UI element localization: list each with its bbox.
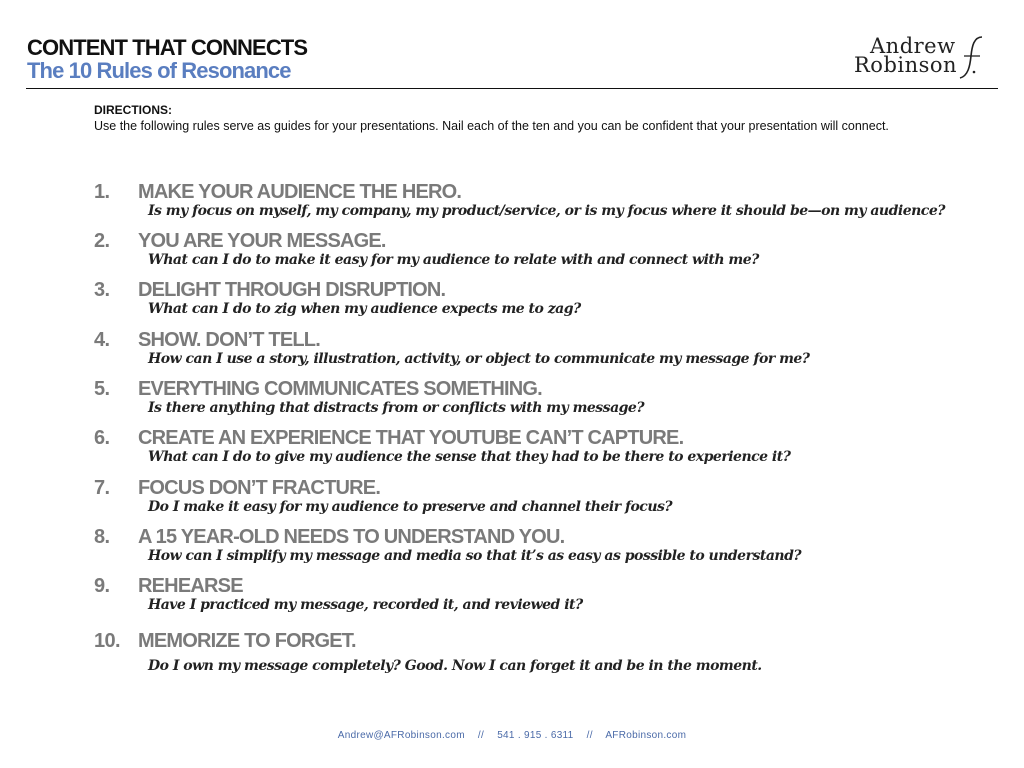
rule-heading: YOU ARE YOUR MESSAGE. — [138, 230, 386, 252]
rule-heading: FOCUS DON’T FRACTURE. — [138, 477, 381, 499]
rule-heading: A 15 YEAR-OLD NEEDS TO UNDERSTAND YOU. — [138, 526, 565, 548]
rule-number: 9. — [94, 575, 110, 597]
rule-question: What can I do to make it easy for my audience to relate with and connect with me? — [148, 252, 759, 268]
rule-question: How can I use a story, illustration, activity, or object to communicate my message for me? — [148, 351, 810, 367]
logo-line-1: Andrew — [870, 34, 956, 58]
rule-number: 7. — [94, 477, 110, 499]
rule-number: 10. — [94, 630, 121, 652]
page-subtitle: The 10 Rules of Resonance — [27, 58, 291, 83]
rule-question: What can I do to give my audience the sense that they had to be there to experience it? — [148, 449, 791, 465]
logo-line-2: Robinson — [854, 53, 958, 77]
page-title: CONTENT THAT CONNECTS — [27, 35, 308, 60]
rule-number: 1. — [94, 181, 110, 203]
rule-heading: MEMORIZE TO FORGET. — [138, 630, 356, 652]
rule-number: 2. — [94, 230, 110, 252]
andrew-robinson-logo — [854, 34, 994, 80]
rule-question: Is my focus on myself, my company, my product/service, or is my focus where it should be—on my audience? — [148, 203, 945, 219]
footer-separator: // — [477, 730, 485, 741]
rule-question: What can I do to zig when my audience expects me to zag? — [148, 301, 581, 317]
rule-question: Is there anything that distracts from or conflicts with my message? — [148, 400, 645, 416]
rule-heading: REHEARSE — [138, 575, 243, 597]
footer-website-link[interactable]: AFRobinson.com — [605, 730, 687, 741]
rule-heading: EVERYTHING COMMUNICATES SOMETHING. — [138, 378, 542, 400]
rule-number: 3. — [94, 279, 110, 301]
footer-contact — [0, 730, 1024, 741]
directions-block — [94, 102, 934, 134]
rule-heading: MAKE YOUR AUDIENCE THE HERO. — [138, 181, 462, 203]
rule-number: 5. — [94, 378, 110, 400]
footer-separator: // — [586, 730, 593, 741]
rule-heading: DELIGHT THROUGH DISRUPTION. — [138, 279, 446, 301]
footer-email-link[interactable]: Andrew@AFRobinson.com — [337, 730, 465, 741]
rule-number: 4. — [94, 329, 110, 351]
rule-number: 6. — [94, 427, 110, 449]
rule-heading: SHOW. DON’T TELL. — [138, 329, 320, 351]
rule-question: Do I own my message completely? Good. Now I can forget it and be in the moment. — [148, 658, 762, 674]
rule-question: How can I simplify my message and media so that it’s as easy as possible to understand? — [148, 548, 802, 564]
directions-label: DIRECTIONS: — [94, 103, 172, 117]
logo-f-flourish-icon — [854, 34, 994, 80]
directions-text: Use the following rules serve as guides for your presentations. Nail each of the ten and you can be confident that your presentation will connect. — [94, 119, 889, 133]
header — [27, 36, 307, 82]
rule-heading: CREATE AN EXPERIENCE THAT YOUTUBE CAN’T CAPTURE. — [138, 427, 684, 449]
rule-number: 8. — [94, 526, 110, 548]
rule-question: Have I practiced my message, recorded it, and reviewed it? — [148, 597, 583, 613]
rule-question: Do I make it easy for my audience to preserve and channel their focus? — [148, 499, 673, 515]
header-divider — [26, 88, 998, 89]
footer-phone: 541 . 915 . 6311 — [497, 730, 574, 741]
